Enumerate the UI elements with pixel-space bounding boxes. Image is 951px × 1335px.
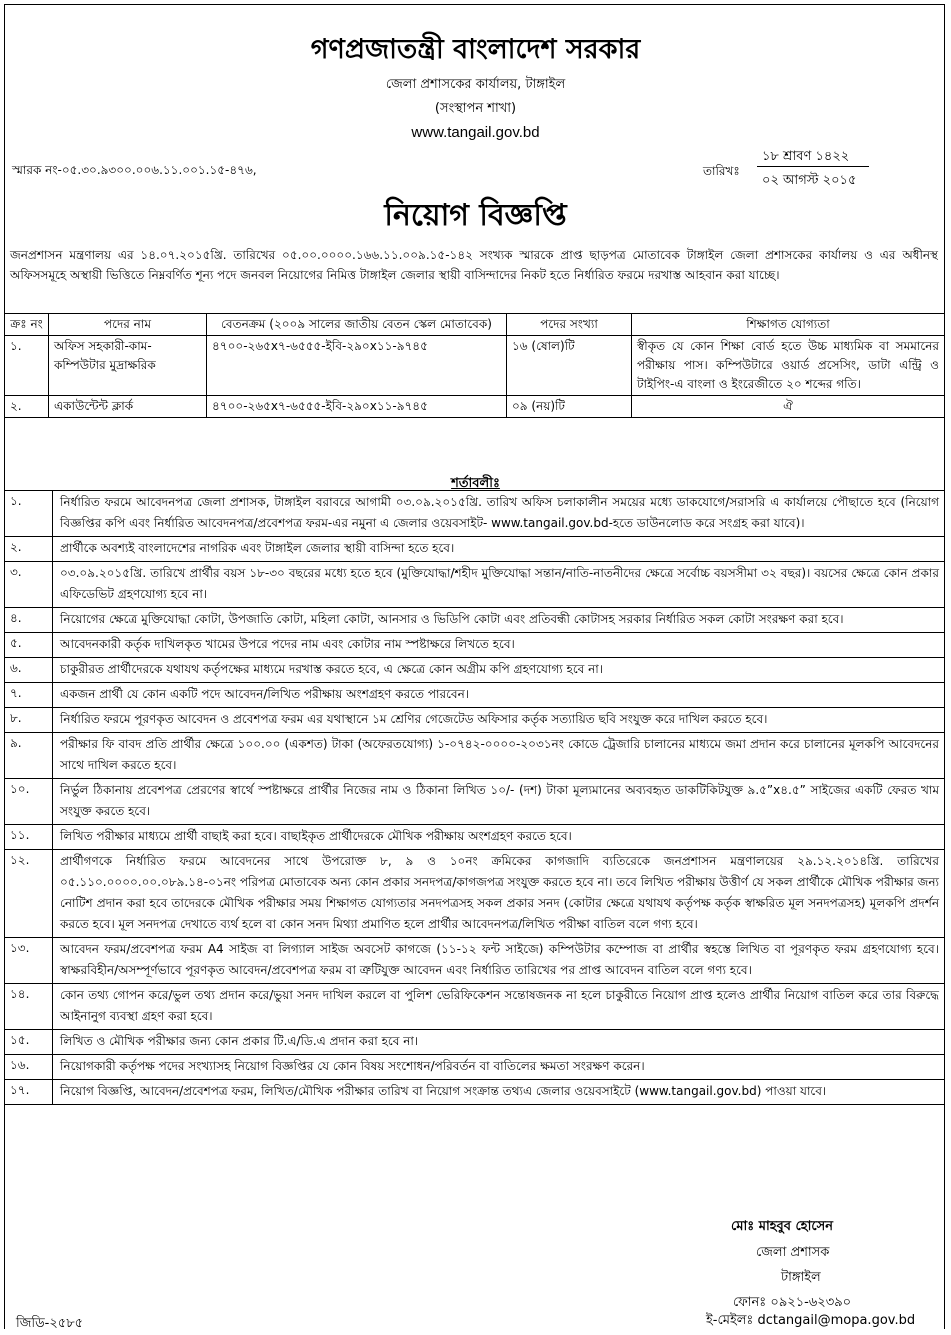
row-serial: ১. [5,336,49,396]
memo-reference: স্মারক নং-০৫.৩০.৯৩০০.০০৬.১১.০০১.১৫-৪৭৬, [12,163,257,177]
date-bangla: ১৮ শ্রাবণ ১৪২২ [762,149,850,164]
header-qualification: শিক্ষাগত যোগ্যতা [632,314,945,336]
condition-text: একজন প্রার্থী যে কোন একটি পদে আবেদন/লিখিত পরীক্ষায় অংশগ্রহণ করতে পারবেন। [60,687,470,701]
condition-number: ১৩. [4,938,53,983]
condition-item [4,607,945,632]
header-post-name: পদের নাম [49,314,207,336]
condition-item [4,561,945,607]
condition-text: নির্ধারিত ফরমে পূরণকৃত আবেদন ও প্রবেশপত্র ফরম এর যথাস্থানে ১ম শ্রেণির গেজেটেড অফিসার কর্তৃক সত্যায়িত ছবি সংযুক্ত করে দাখিল করতে হবে। [60,712,768,726]
row-pay-scale: ৪৭০০-২৬৫x৭-৬৫৫৫-ইবি-২৯০x১১-৯৭৪৫ [207,336,507,396]
condition-item [4,707,945,732]
condition-item [4,732,945,778]
condition-item [4,682,945,707]
condition-number: ১৫. [4,1030,53,1054]
condition-number: ২. [4,537,53,561]
signer-phone: ফোনঃ ০৯২১-৬২৩৯০ [733,1295,852,1310]
signer-name: মোঃ মাহবুব হোসেন [731,1219,833,1234]
condition-number: ১৬. [4,1055,53,1079]
condition-item [4,632,945,657]
condition-number: ১. [4,491,53,536]
header-post-count: পদের সংখ্যা [507,314,632,336]
branch-name: (সংস্থাপন শাখা) [434,101,517,116]
condition-number: ৩. [4,562,53,607]
page-border-top [4,4,944,5]
row-qualification: স্বীকৃত যে কোন শিক্ষা বোর্ড হতে উচ্চ মাধ্যমিক বা সমমানের পরীক্ষায় পাস। কম্পিউটারে ওয়ার্ড প্রসেসিং, ডাটা এন্ট্রি ও টাইপিং-এ বাংলা ও ইংরেজীতে ২০ শব্দের গতি। [632,336,945,396]
government-title: গণপ্রজাতন্ত্রী বাংলাদেশ সরকার [310,34,641,65]
condition-number: ৬. [4,658,53,682]
condition-item [4,849,945,937]
table-header-row [5,314,945,336]
condition-number: ৫. [4,633,53,657]
condition-text: নির্ভুল ঠিকানায় প্রবেশপত্র প্রেরণের স্বার্থে স্পষ্টাক্ষরে প্রার্থীর নিজের নাম ও ঠিকানা লিখিত ১০/- (দশ) টাকা মূল্যমানের অব্যবহৃত ডাকটিকিটযুক্ত ৯.৫”x৪.৫” সাইজের একটি ফেরত খাম সংযুক্ত করতে হবে। [60,783,939,818]
notice-intro: জনপ্রশাসন মন্ত্রণালয় এর ১৪.০৭.২০১৫খ্রি. তারিখের ০৫.০০.০০০০.১৬৬.১১.০০৯.১৫-১৪২ সংখ্যক স্মারকে প্রাপ্ত ছাড়পত্র মোতাবেক টাঙ্গাইল জেলা প্রশাসকের কার্যালয় ও এর অধীনস্থ অফিসসমূহে অস্থায়ী ভিত্তিতে নিম্নবর্ণিত শূন্য পদে জনবল নিয়োগের নিমিত্ত টাঙ্গাইল জেলার স্থায়ী বাসিন্দাদের নিকট হতে নির্ধারিত ফরমে দরখাস্ত আহবান করা যাচ্ছে। [10,248,938,282]
condition-item [4,778,945,824]
condition-text: লিখিত পরীক্ষার মাধ্যমে প্রার্থী বাছাই করা হবে। বাছাইকৃত প্রার্থীদেরকে মৌখিক পরীক্ষায় অংশগ্রহণ করতে হবে। [60,829,572,843]
conditions-list [4,490,945,1105]
row-post-count: ১৬ (ষোল)টি [507,336,632,396]
condition-text: চাকুরীরত প্রার্থীদেরকে যথাযথ কর্তৃপক্ষের মাধ্যমে দরখাস্ত করতে হবে, এ ক্ষেত্রে কোন অগ্রীম কপি গ্রহণযোগ্য হবে না। [60,662,604,676]
gd-number: জিডি-২৫৮৫ [16,1316,84,1331]
row-pay-scale: ৪৭০০-২৬৫x৭-৬৫৫৫-ইবি-২৯০x১১-৯৭৪৫ [207,396,507,418]
signer-designation: জেলা প্রশাসক [756,1245,830,1260]
condition-text: কোন তথ্য গোপন করে/ভুল তথ্য প্রদান করে/ভুয়া সনদ দাখিল করলে বা পুলিশ ভেরিফিকেশন সন্তোষজনক না হলে চাকুরীতে নিয়োগ প্রাপ্ত হলেও প্রার্থীর নিয়োগ বাতিল করে তার বিরুদ্ধে আইনানুগ ব্যবস্থা গ্রহণ করা হবে। [60,988,939,1023]
condition-text: নির্ধারিত ফরমে আবেদনপত্র জেলা প্রশাসক, টাঙ্গাইল বরাবরে আগামী ০৩.০৯.২০১৫খ্রি. তারিখ অফিস চলাকালীন সময়ের মধ্যে ডাকযোগে/সরাসরি এ কার্যালয়ে পৌছাতে হবে (নিয়োগ বিজ্ঞপ্তির কপি এবং নির্ধারিত আবেদনপত্র/প্রবেশপত্র ফরম-এর নমুনা এ জেলার ওয়েবসাইট- www.tangail.gov.bd-হতে ডাউনলোড করে সংগ্রহ করা যাবে)। [60,495,939,530]
header-pay-scale: বেতনক্রম (২০০৯ সালের জাতীয় বেতন স্কেল মোতাবেক) [207,314,507,336]
header-website: www.tangail.gov.bd [411,124,540,141]
condition-item [4,536,945,561]
condition-text: পরীক্ষার ফি বাবদ প্রতি প্রার্থীর ক্ষেত্রে ১০০.০০ (একশত) টাকা (অফেরতযোগ্য) ১-০৭৪২-০০০০-২০৩১নং কোডে ট্রেজারি চালানের মাধ্যমে জমা প্রদান করে চালানের মূলকপি আবেদনের সাথে দাখিল করতে হবে। [60,737,939,772]
condition-item [4,1079,945,1105]
posts-table [4,313,945,418]
condition-text: প্রার্থীকে অবশ্যই বাংলাদেশের নাগরিক এবং টাঙ্গাইল জেলার স্থায়ী বাসিন্দা হতে হবে। [60,541,455,555]
row-post-name: একাউন্টেন্ট ক্লার্ক [49,396,207,418]
condition-text: নিয়োগ বিজ্ঞপ্তি, আবেদন/প্রবেশপত্র ফরম, লিখিত/মৌখিক পরীক্ষার তারিখ বা নিয়োগ সংক্রান্ত তথ্যএ জেলার ওয়েবসাইটে (www.tangail.gov.bd) পাওয়া যাবে। [60,1084,827,1098]
condition-item [4,657,945,682]
condition-number: ১৪. [4,984,53,1029]
condition-text: ০৩.০৯.২০১৫খ্রি. তারিখে প্রার্থীর বয়স ১৮-৩০ বছরের মধ্যে হতে হবে (মুক্তিযোদ্ধা/শহীদ মুক্তিযোদ্ধা সন্তান/নাতি-নাতনীদের ক্ষেত্রে সর্বোচ্চ বয়সসীমা ৩২ বছর)। বয়সের ক্ষেত্রে কোন প্রকার এফিডেভিট গ্রহণযোগ্য হবে না। [60,566,939,601]
condition-item [4,937,945,983]
condition-text: আবেদন ফরম/প্রবেশপত্র ফরম A4 সাইজ বা লিগ্যাল সাইজ অবসেট কাগজে (১১-১২ ফন্ট সাইজে) কম্পিউটার কম্পোজ বা প্রার্থীর স্বহস্তে লিখিত বা পূরণকৃত ফরম গ্রহণযোগ্য হবে। স্বাক্ষরবিহীন/অসম্পূর্ণভাবে পূরণকৃত আবেদন/প্রবেশপত্র ফরম বা ত্রুটিযুক্ত আবেদন এবং নির্ধারিত তারিখের পর প্রাপ্ত আবেদন বাতিল বলে গণ্য হবে। [60,942,939,977]
signer-place: টাঙ্গাইল [781,1270,821,1285]
conditions-title: শর্তাবলীঃ [451,476,500,491]
row-serial: ২. [5,396,49,418]
condition-item [4,1029,945,1054]
condition-text: নিয়োগের ক্ষেত্রে মুক্তিযোদ্ধা কোটা, উপজাতি কোটা, মহিলা কোটা, আনসার ও ভিডিপি কোটা এবং প্রতিবন্ধী কোটাসহ সরকার নির্ধারিত সকল কোটা সংরক্ষণ করা হবে। [60,612,844,626]
notice-title: নিয়োগ বিজ্ঞপ্তি [384,198,567,233]
condition-number: ৪. [4,608,53,632]
row-post-count: ০৯ (নয়)টি [507,396,632,418]
condition-text: প্রার্থীগণকে নির্ধারিত ফরমে আবেদনের সাথে উপরোক্ত ৮, ৯ ও ১০নং ক্রমিকের কাগজাদি ব্যতিরেকে জনপ্রশাসন মন্ত্রণালয়ের ২৯.১২.২০১৪খ্রি. তারিখের ০৫.১১০.০০০০.০০.০৮৯.১৪-০১নং পরিপত্র মোতাবেক অন্য কোন প্রকার সনদপত্র/কাগজপত্র সংযুক্ত করতে হবে না। তবে লিখিত পরীক্ষায় উত্তীর্ণ যে সকল প্রার্থীকে মৌখিক পরীক্ষার জন্য নোটিশ প্রদান করা হবে তাদেরকে মৌখিক পরীক্ষার সময় শিক্ষাগত যোগ্যতার সনদপত্রসহ সকল প্রকার সনদ (কোটার ক্ষেত্রে যথাযথ কর্তৃপক্ষ কর্তৃক স্বাক্ষরিত মূল সনদপত্রসহ) মূলকপি প্রদর্শন করতে হবে। মূল সনদপত্র দেখাতে ব্যর্থ হলে বা কোন সনদ মিথ্যা প্রমাণিত হলে প্রার্থীর আবেদনপত্র/লিখিত পরীক্ষা বাতিল বলে গণ্য হবে। [60,854,939,931]
condition-item [4,1054,945,1079]
condition-text: আবেদনকারী কর্তৃক দাখিলকৃত খামের উপরে পদের নাম এবং কোটার নাম স্পষ্টাক্ষরে লিখতে হবে। [60,637,515,651]
row-qualification: ঐ [632,396,945,418]
condition-number: ১১. [4,825,53,849]
table-row [5,396,945,418]
condition-text: লিখিত ও মৌখিক পরীক্ষার জন্য কোন প্রকার টি.এ/ডি.এ প্রদান করা হবে না। [60,1034,419,1048]
office-name: জেলা প্রশাসকের কার্যালয়, টাঙ্গাইল [385,77,566,92]
condition-number: ৯. [4,733,53,778]
condition-number: ৮. [4,708,53,732]
date-divider [757,166,869,167]
condition-item [4,824,945,849]
condition-text: নিয়োগকারী কর্তৃপক্ষ পদের সংখ্যাসহ নিয়োগ বিজ্ঞপ্তির যে কোন বিষয় সংশোধন/পরিবর্তন বা বাতিলের ক্ষমতা সংরক্ষণ করেন। [60,1059,645,1073]
signer-email: ই-মেইলঃ dctangail@mopa.gov.bd [706,1313,916,1328]
header-serial: ক্রঃ নং [5,314,49,336]
date-label: তারিখঃ [703,164,740,178]
condition-number: ১০. [4,779,53,824]
date-english: ০২ আগস্ট ২০১৫ [762,173,857,188]
table-row [5,336,945,396]
condition-number: ১২. [4,850,53,937]
condition-item [4,983,945,1029]
condition-item [4,490,945,536]
row-post-name: অফিস সহকারী-কাম-কম্পিউটার মুদ্রাক্ষরিক [49,336,207,396]
condition-number: ৭. [4,683,53,707]
condition-number: ১৭. [4,1080,53,1104]
